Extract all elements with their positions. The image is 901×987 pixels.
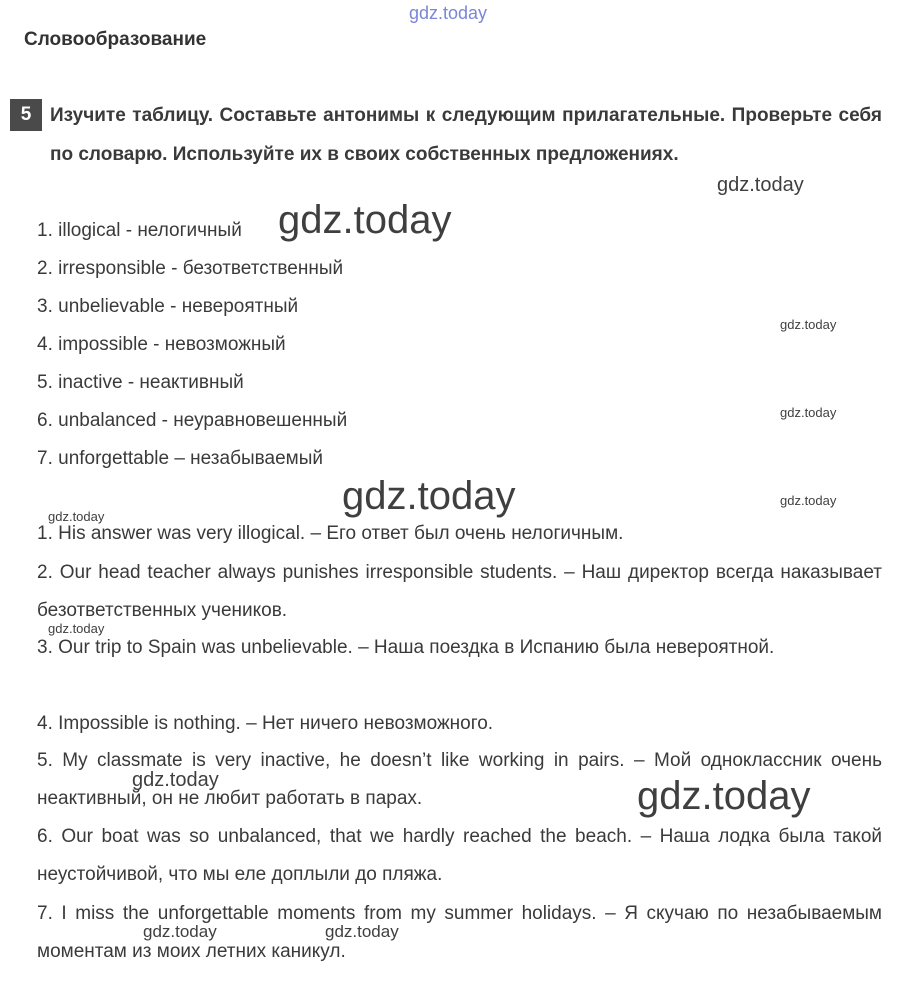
watermark-text: gdz.today bbox=[48, 509, 105, 524]
watermark-text: gdz.today bbox=[132, 769, 219, 791]
watermark-text: gdz.today bbox=[325, 922, 399, 941]
watermark-text: gdz.today bbox=[48, 621, 105, 636]
section-title: Словообразование bbox=[24, 29, 207, 50]
antonym-item: 1. illogical - нелогичный bbox=[37, 220, 242, 241]
task-instruction: Изучите таблицу. Составьте антонимы к следующим прилагательные. Проверьте себя по словарю. Используйте их в своих собственных предложениях. bbox=[50, 105, 882, 165]
watermark-text: gdz.today bbox=[278, 198, 452, 242]
antonym-item: 7. unforgettable – незабываемый bbox=[37, 448, 323, 469]
sentence-item: 6. Our boat was so unbalanced, that we hardly reached the beach. – Наша лодка была такой неустойчивой, что мы еле доплыли до пляжа. bbox=[37, 826, 882, 885]
sentence-item: 5. My classmate is very inactive, he doesn’t like working in pairs. – Мой одноклассник очень неактивный, он не любит работать в парах. bbox=[37, 750, 882, 809]
antonym-item: 5. inactive - неактивный bbox=[37, 372, 244, 393]
sentence-item: 4. Impossible is nothing. – Нет ничего невозможного. bbox=[37, 713, 494, 734]
watermark-text: gdz.today bbox=[143, 922, 217, 941]
antonym-item: 2. irresponsible - безответственный bbox=[37, 258, 344, 279]
watermark-text: gdz.today bbox=[637, 774, 811, 818]
watermark-text: gdz.today bbox=[780, 317, 837, 332]
sentence-item: 2. Our head teacher always punishes irresponsible students. – Наш директор всегда наказывает безответственных учеников. bbox=[37, 562, 882, 621]
antonym-item: 6. unbalanced - неуравновешенный bbox=[37, 410, 348, 431]
sentence-item: 1. His answer was very illogical. – Его ответ был очень нелогичным. bbox=[37, 523, 624, 544]
watermark-text: gdz.today bbox=[780, 493, 837, 508]
watermark-text: gdz.today bbox=[717, 174, 804, 196]
watermark-text: gdz.today bbox=[342, 474, 516, 518]
task-number-badge: 5 bbox=[10, 99, 42, 131]
sentence-item: 3. Our trip to Spain was unbelievable. – Наша поездка в Испанию была невероятной. bbox=[37, 637, 775, 658]
antonym-item: 4. impossible - невозможный bbox=[37, 334, 286, 355]
sentence-item: 7. I miss the unforgettable moments from my summer holidays. – Я скучаю по незабываемым моментам из моих летних каникул. bbox=[37, 903, 882, 962]
antonym-item: 3. unbelievable - невероятный bbox=[37, 296, 299, 317]
watermark-text: gdz.today bbox=[780, 405, 837, 420]
watermark-text: gdz.today bbox=[409, 3, 488, 23]
